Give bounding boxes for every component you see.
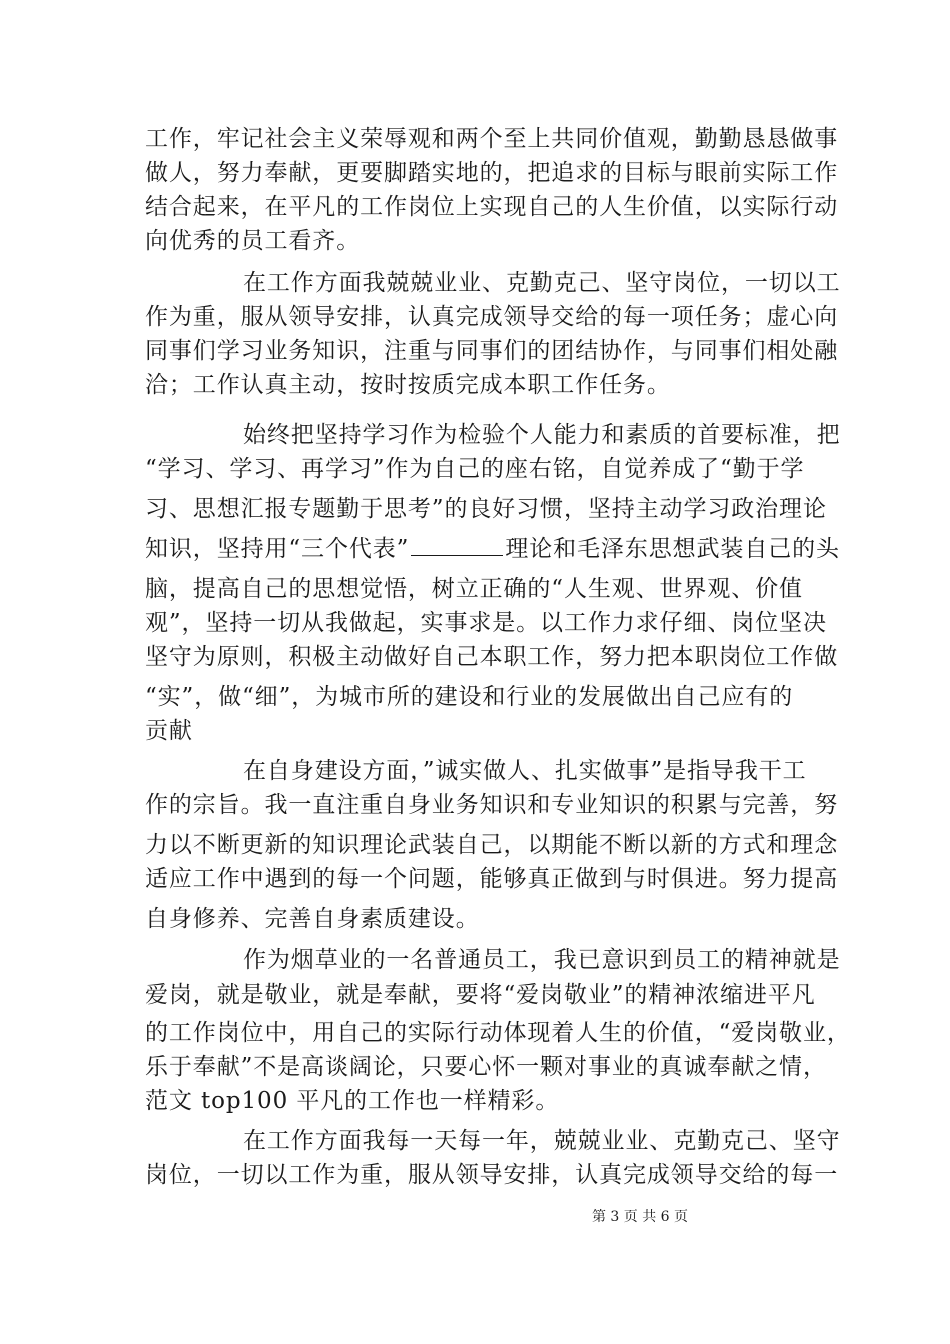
text-line: 始终把坚持学习作为检验个人能力和素质的首要标准，把 [243,422,841,448]
text-line: 作为重，服从领导安排，认真完成领导交给的每一项任务；虚心向 [145,304,839,330]
text-line: 的工作岗位中，用自己的实际行动体现着人生的价值，“爱岗敬业， [145,1020,851,1046]
text-line: 力以不断更新的知识理论武装自己，以期能不断以新的方式和理念 [145,832,839,858]
page-number-footer: 第 3 页 共 6 页 [591,1209,689,1225]
text-line: 洽；工作认真主动，按时按质完成本职工作任务。 [145,372,671,398]
text-segment: 理论和毛泽东思想武装自己的头 [505,536,840,562]
text-line: 适应工作中遇到的每一个问题，能够真正做到与时俱进。努力提高 [145,866,839,892]
text-line: 向优秀的员工看齐。 [145,228,361,254]
text-line: “学习、学习、再学习”作为自己的座右铭，自觉养成了“勤于学 [145,456,805,482]
text-line: 在工作方面我每一天每一年，兢兢业业、克勤克己、坚守 [243,1128,841,1154]
text-line: 习、思想汇报专题勤于思考”的良好习惯，坚持主动学习政治理论 [145,496,827,522]
text-line: 贡献 [145,718,193,744]
text-line: “实”，做“细”，为城市所的建设和行业的发展做出自己应有的 [145,684,794,710]
text-line: 做人，努力奉献，更要脚踏实地的，把追求的目标与眼前实际工作 [145,160,839,186]
text-line: 观”，坚持一切从我做起，实事求是。以工作力求仔细、岗位坚决 [145,610,827,636]
text-line: 工作，牢记社会主义荣辱观和两个至上共同价值观，勤勤恳恳做事 [145,126,839,152]
text-line: 自身修养、完善自身素质建设。 [145,906,480,932]
text-line: 作为烟草业的一名普通员工，我已意识到员工的精神就是 [243,947,841,973]
fill-in-blank [411,535,503,556]
text-line: 同事们学习业务知识，注重与同事们的团结协作，与同事们相处融 [145,338,839,364]
text-line: 坚守为原则，积极主动做好自己本职工作，努力把本职岗位工作做 [145,644,839,670]
text-line: 爱岗，就是敬业，就是奉献，要将“爱岗敬业”的精神浓缩进平凡 [145,982,816,1008]
text-line: 作的宗旨。我一直注重自身业务知识和专业知识的积累与完善，努 [145,792,839,818]
text-line: 在自身建设方面，”诚实做人、扎实做事”是指导我干工 [243,758,807,784]
text-line: 在工作方面我兢兢业业、克勤克己、坚守岗位，一切以工 [243,270,841,296]
text-line [145,534,840,564]
text-line: 结合起来，在平凡的工作岗位上实现自己的人生价值，以实际行动 [145,194,839,220]
text-line: 脑，提高自己的思想觉悟，树立正确的“人生观、世界观、价值 [145,576,803,602]
text-line: 范文 top100 平凡的工作也一样精彩。 [145,1088,560,1114]
text-line: 乐于奉献”不是高谈阔论，只要心怀一颗对事业的真诚奉献之情， [145,1054,827,1080]
text-line: 岗位，一切以工作为重，服从领导安排，认真完成领导交给的每一 [145,1162,839,1188]
text-segment: 知识，坚持用“三个代表” [145,536,410,562]
